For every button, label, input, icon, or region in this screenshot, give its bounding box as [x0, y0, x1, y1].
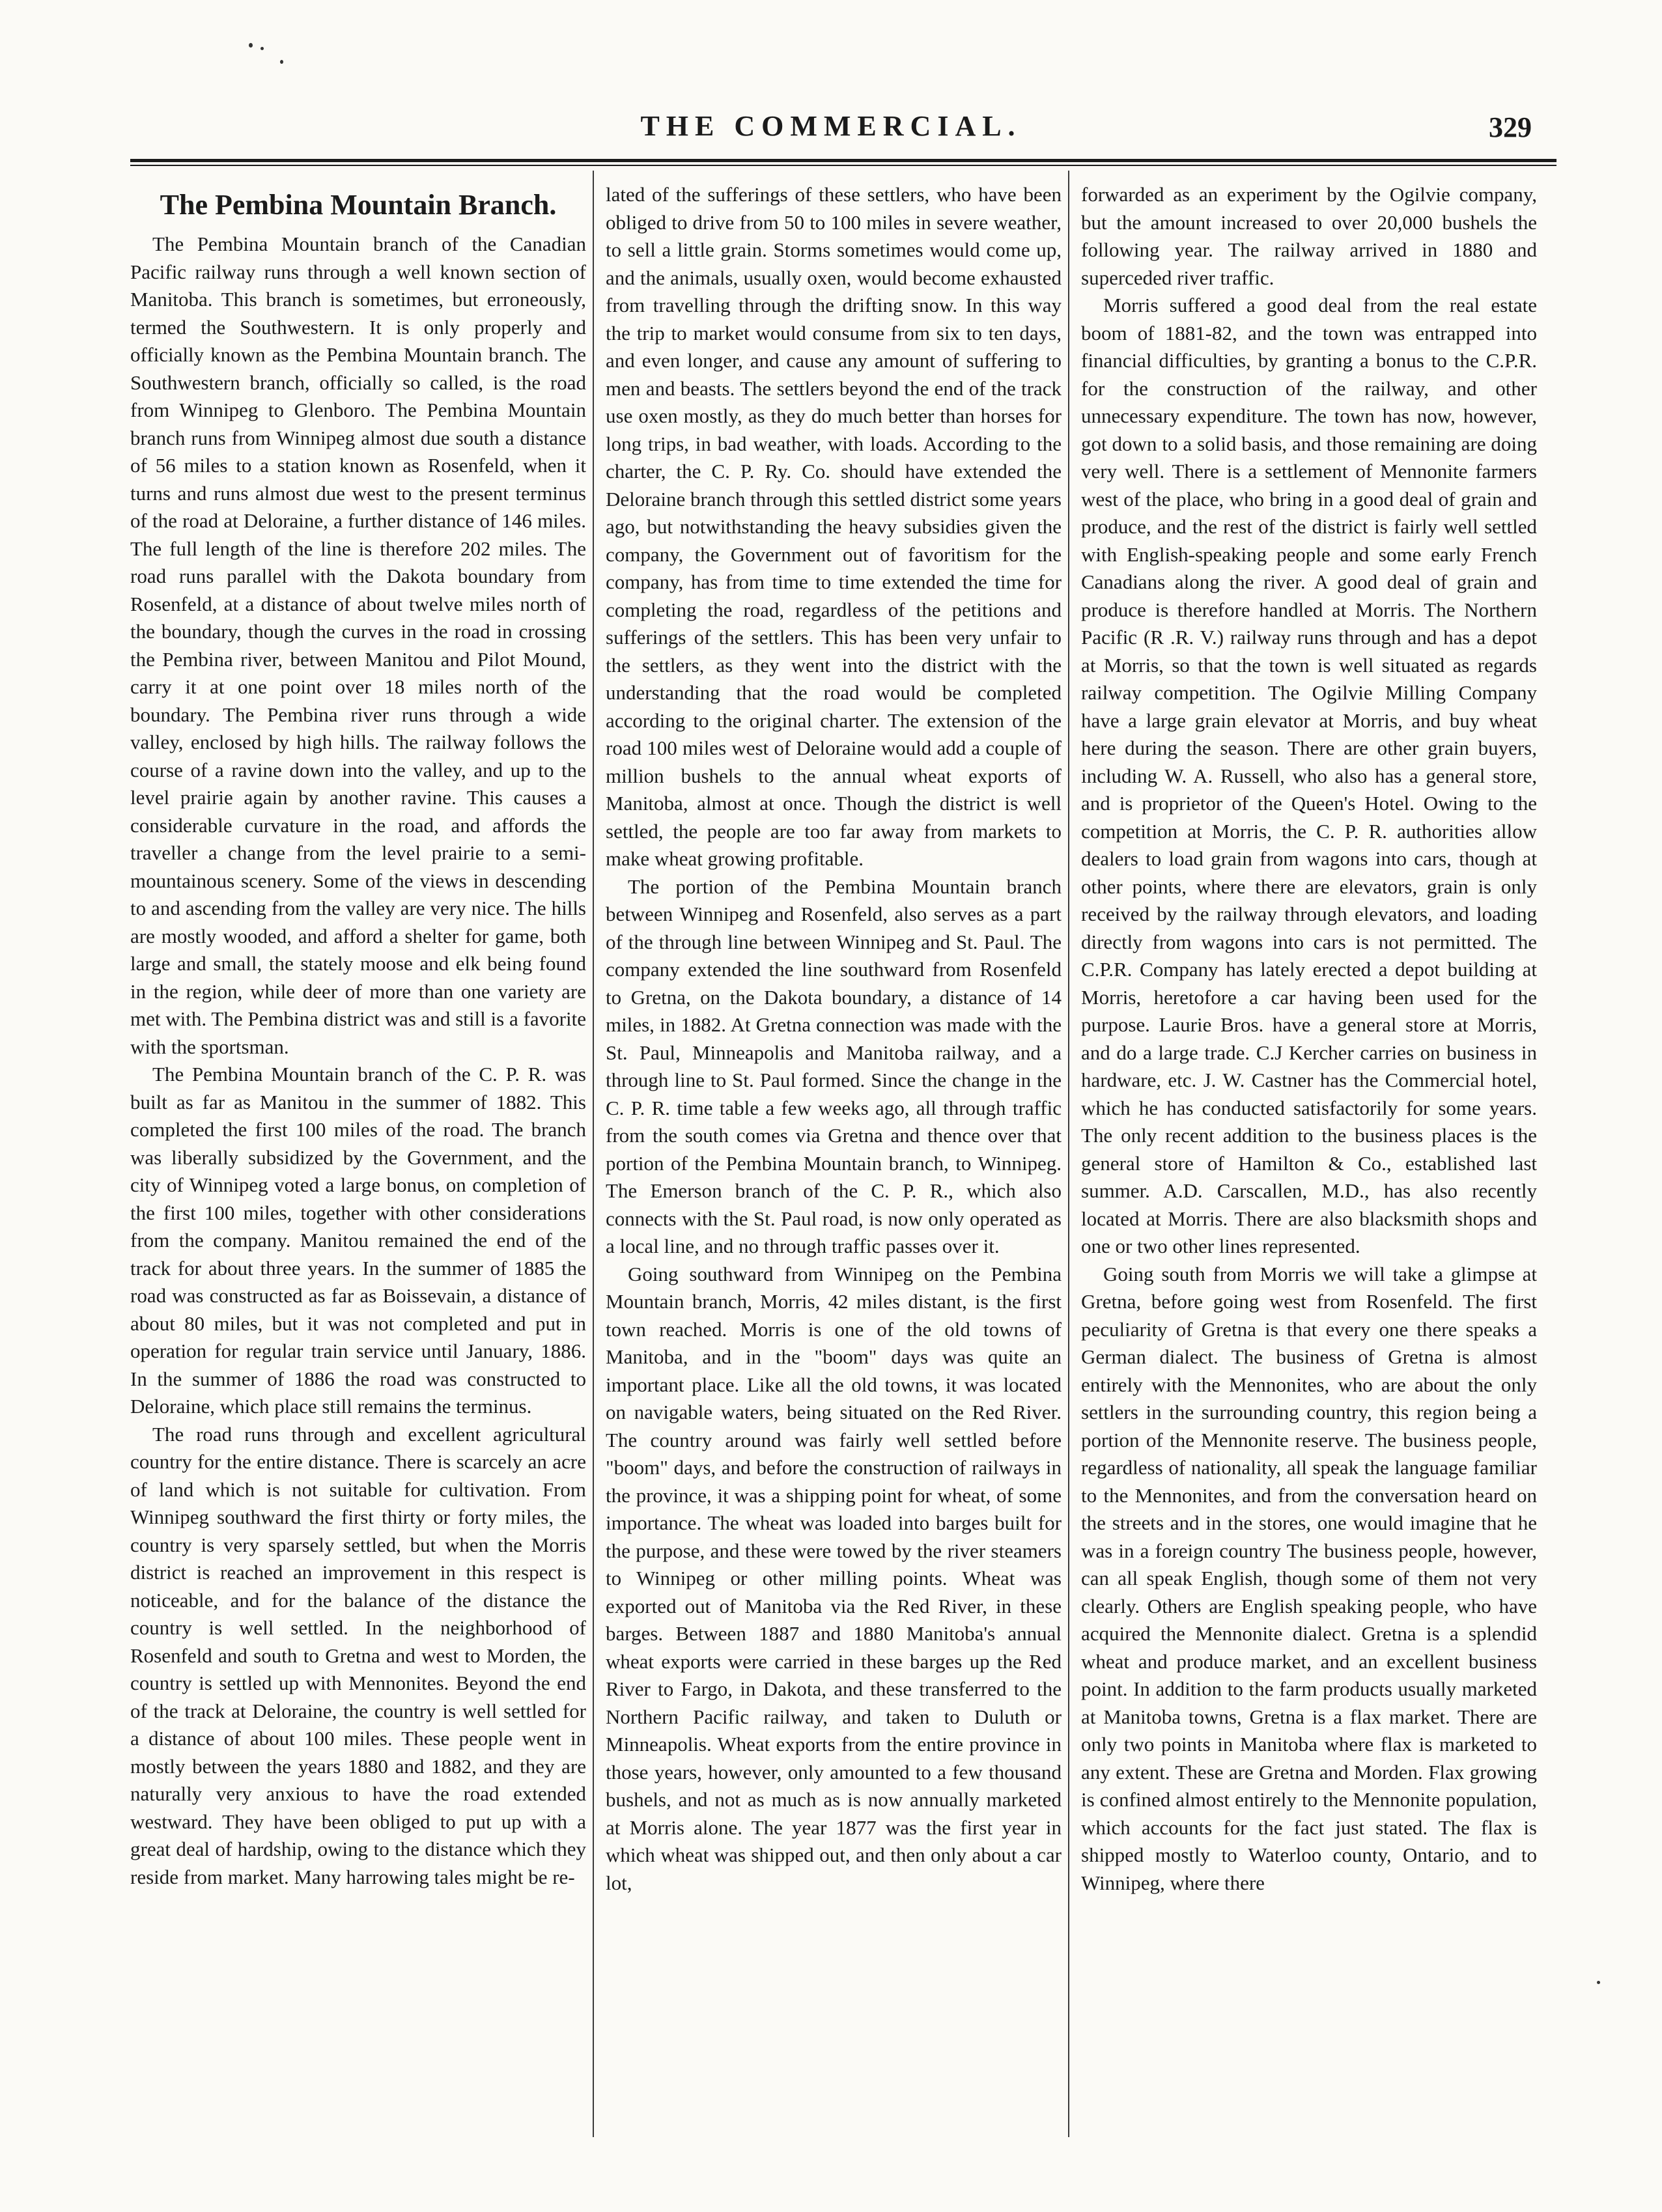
article-heading: The Pembina Mountain Branch. [160, 189, 557, 221]
paragraph: forwarded as an experiment by the Ogilvie company, but the amount increased to over 20,000 bushels the following year. The railway arrived in 1880 and superceded river traffic. [1081, 183, 1537, 289]
masthead-title: THE COMMERCIAL. [640, 110, 1022, 142]
paragraph: The Pembina Mountain branch of the C. P. R. was built as far as Manitou in the summer of 1882. This completed the first 100 miles of the road. The branch was liberally subsidized by the Government, and the city of Winnipeg voted a large bonus, on completion of the first 100 miles, together with other considerations from the company. Manitou remained the end of the track for about three years. In the summer of 1885 the road was constructed as far as Boissevain, a distance of about 80 miles, but it was not completed and put in operation for regular train service until January, 1886. In the summer of 1886 the road was constructed to Deloraine, which place still remains the terminus. [130, 1063, 586, 1418]
masthead-rule-thin [130, 165, 1556, 166]
paragraph: lated of the sufferings of these settlers, who have been obliged to drive from 50 to 100 miles in severe weather, to sell a little grain. Storms sometimes would come up, and the animals, usually oxen, would become exhausted from travelling through the drifting snow. In this way the trip to market would consume from six to ten days, and even longer, and cause any amount of suffering to men and beasts. The settlers beyond the end of the track use oxen mostly, as they do much better than horses for long trips, in bad weather, with loads. According to the charter, the C. P. Ry. Co. should have extended the Deloraine branch through this settled district some years ago, but notwithstanding the heavy subsidies given the company, the Government out of favoritism for the company, has from time to time extended the time for completing the road, regardless of the petitions and sufferings of the settlers. This has been very unfair to the settlers, as they went into the district with the understanding that the road would be completed according to the original charter. The extension of the road 100 miles west of Deloraine would add a couple of million bushels to the annual wheat exports of Manitoba, almost at once. Though the district is well settled, the people are too far away from markets to make wheat growing profitable. [606, 183, 1062, 870]
paragraph: The portion of the Pembina Mountain branch between Winnipeg and Rosenfeld, also serves as a part of the through line between Winnipeg and St. Paul. The company extended the line southward from Rosenfeld to Gretna, on the Dakota boundary, a distance of 14 miles, in 1882. At Gretna connection was made with the St. Paul, Minneapolis and Manitoba railway, and a through line to St. Paul formed. Since the change in the C. P. R. time table a few weeks ago, all through traffic from the south comes via Gretna and thence over that portion of the Pembina Mountain branch, to Winnipeg. The Emerson branch of the C. P. R., which also connects with the St. Paul road, is now only operated as a local line, and no through traffic passes over it. [606, 875, 1062, 1257]
print-speck [249, 43, 253, 48]
column-1 [130, 181, 586, 2135]
paragraph: Going southward from Winnipeg on the Pembina Mountain branch, Morris, 42 miles distant, is the first town reached. Morris is one of the old towns of Manitoba, and in the "boom" days was quite an important place. Like all the old towns, it was located on navigable waters, being situated on the Red River. The country around was fairly well settled before "boom" days, and before the construction of railways in the province, it was a shipping point for wheat, of some importance. The wheat was loaded into barges built for the purpose, and these were towed by the river steamers to Winnipeg or other milling points. Wheat was exported out of Manitoba via the Red River, in these barges. Between 1887 and 1880 Manitoba's annual wheat exports were carried in these barges up the Red River to Fargo, in Dakota, and these transferred to the Northern Pacific railway, and taken to Duluth or Minneapolis. Wheat exports from the entire province in those years, however, only amounted to a few thousand bushels, and not as much as is now annually marketed at Morris alone. The year 1877 was the first year in which wheat was shipped out, and then only about a car lot, [606, 1262, 1062, 1894]
page-number: 329 [1489, 111, 1532, 143]
print-speck [261, 47, 264, 50]
masthead-rule-thick [130, 159, 1556, 162]
paragraph: Going south from Morris we will take a glimpse at Gretna, before going west from Rosenfeld. The first peculiarity of Gretna is that every one there speaks a German dialect. The business of Gretna is almost entirely with the Mennonites, who are about the only settlers in the surrounding country, this region being a portion of the Mennonite reserve. The business people, regardless of nationality, all speak the language familiar to the Mennonites, and from the conversation heard on the streets and in the stores, one would imagine that he was in a foreign country The business people, however, can all speak English, though some of them not very clearly. Others are English speaking people, who have acquired the Mennonite dialect. Gretna is a splendid wheat and produce market, and an excellent business point. In addition to the farm products usually marketed at Manitoba towns, Gretna is a flax market. There are only two points in Manitoba where flax is marketed to any extent. These are Gretna and Morden. Flax growing is confined almost entirely to the Mennonite population, which accounts for the fact just stated. The flax is shipped mostly to Waterloo county, Ontario, and to Winnipeg, where there [1081, 1262, 1537, 1894]
print-speck [280, 60, 283, 64]
paragraph: The Pembina Mountain branch of the Canadian Pacific railway runs through a well known section of Manitoba. This branch is sometimes, but erroneously, termed the Southwestern. It is only properly and officially known as the Pembina Mountain branch. The Southwestern branch, officially so called, is the road from Winnipeg to Glenboro. The Pembina Mountain branch runs from Winnipeg almost due south a distance of 56 miles to a station known as Rosenfeld, when it turns and runs almost due west to the present terminus of the road at Deloraine, a further distance of 146 miles. The full length of the line is therefore 202 miles. The road runs parallel with the Dakota boundary from Rosenfeld, at a distance of about twelve miles north of the boundary, though the curves in the road in crossing the Pembina river, between Manitou and Pilot Mound, carry it at one point over 18 miles north of the boundary. The Pembina river runs through a wide valley, enclosed by high hills. The railway follows the course of a ravine down into the valley, and up to the level prairie again by another ravine. This causes a considerable curvature in the road, and affords the traveller a change from the level prairie to a semi-mountainous scenery. Some of the views in descending to and ascending from the valley are very nice. The hills are mostly wooded, and afford a shelter for game, both large and small, the stately moose and elk being found in the region, while deer of more than one variety are met with. The Pembina district was and still is a favorite with the sportsman. [130, 232, 586, 1058]
column-2 [606, 181, 1062, 2135]
column-3 [1081, 181, 1537, 2135]
paragraph: Morris suffered a good deal from the real estate boom of 1881-82, and the town was entrapped into financial difficulties, by granting a bonus to the C.P.R. for the construction of the railway, and other unnecessary expenditure. The town has now, however, got down to a solid basis, and those remaining are doing very well. There is a settlement of Mennonite farmers west of the place, who bring in a good deal of grain and produce, and the rest of the district is fairly well settled with English-speaking people and some early French Canadians along the river. A good deal of grain and produce is therefore handled at Morris. The Northern Pacific (R .R. V.) railway runs through and has a depot at Morris, so that the town is well situated as regards railway competition. The Ogilvie Milling Company have a large grain elevator at Morris, and buy wheat here during the season. There are other grain buyers, including W. A. Russell, who also has a general store, and is proprietor of the Queen's Hotel. Owing to the competition at Morris, the C. P. R. authorities allow dealers to load grain from wagons into cars, though at other points, where there are elevators, grain is only received by the railway through elevators, and loading directly from wagons into cars is not permitted. The C.P.R. Company has lately erected a depot building at Morris, heretofore a car having been used for the purpose. Laurie Bros. have a general store at Morris, and do a large trade. C.J Kercher carries on business in hardware, etc. J. W. Castner has the Commercial hotel, which he has conducted satisfactorily for some years. The only recent addition to the business places is the general store of Hamilton & Co., established last summer. A.D. Carscallen, M.D., has also recently located at Morris. There are also blacksmith shops and one or two other lines represented. [1081, 294, 1537, 1257]
masthead [0, 109, 1662, 148]
column-divider [593, 171, 594, 2137]
paragraph: The road runs through and excellent agricultural country for the entire distance. There is scarcely an acre of land which is not suitable for cultivation. From Winnipeg southward the first thirty or forty miles, the country is very sparsely settled, but when the Morris district is reached an improvement in this respect is noticeable, and for the balance of the distance the country is well settled. In the neighborhood of Rosenfeld and south to Gretna and west to Morden, the country is settled up with Mennonites. Beyond the end of the track at Deloraine, the country is well settled for a distance of about 100 miles. These people went in mostly between the years 1880 and 1882, and they are naturally very anxious to have the road extended westward. They have been obliged to put up with a great deal of hardship, owing to the distance which they reside from market. Many harrowing tales might be re- [130, 1422, 586, 1888]
print-speck [1597, 1981, 1600, 1984]
column-divider [1068, 171, 1069, 2137]
